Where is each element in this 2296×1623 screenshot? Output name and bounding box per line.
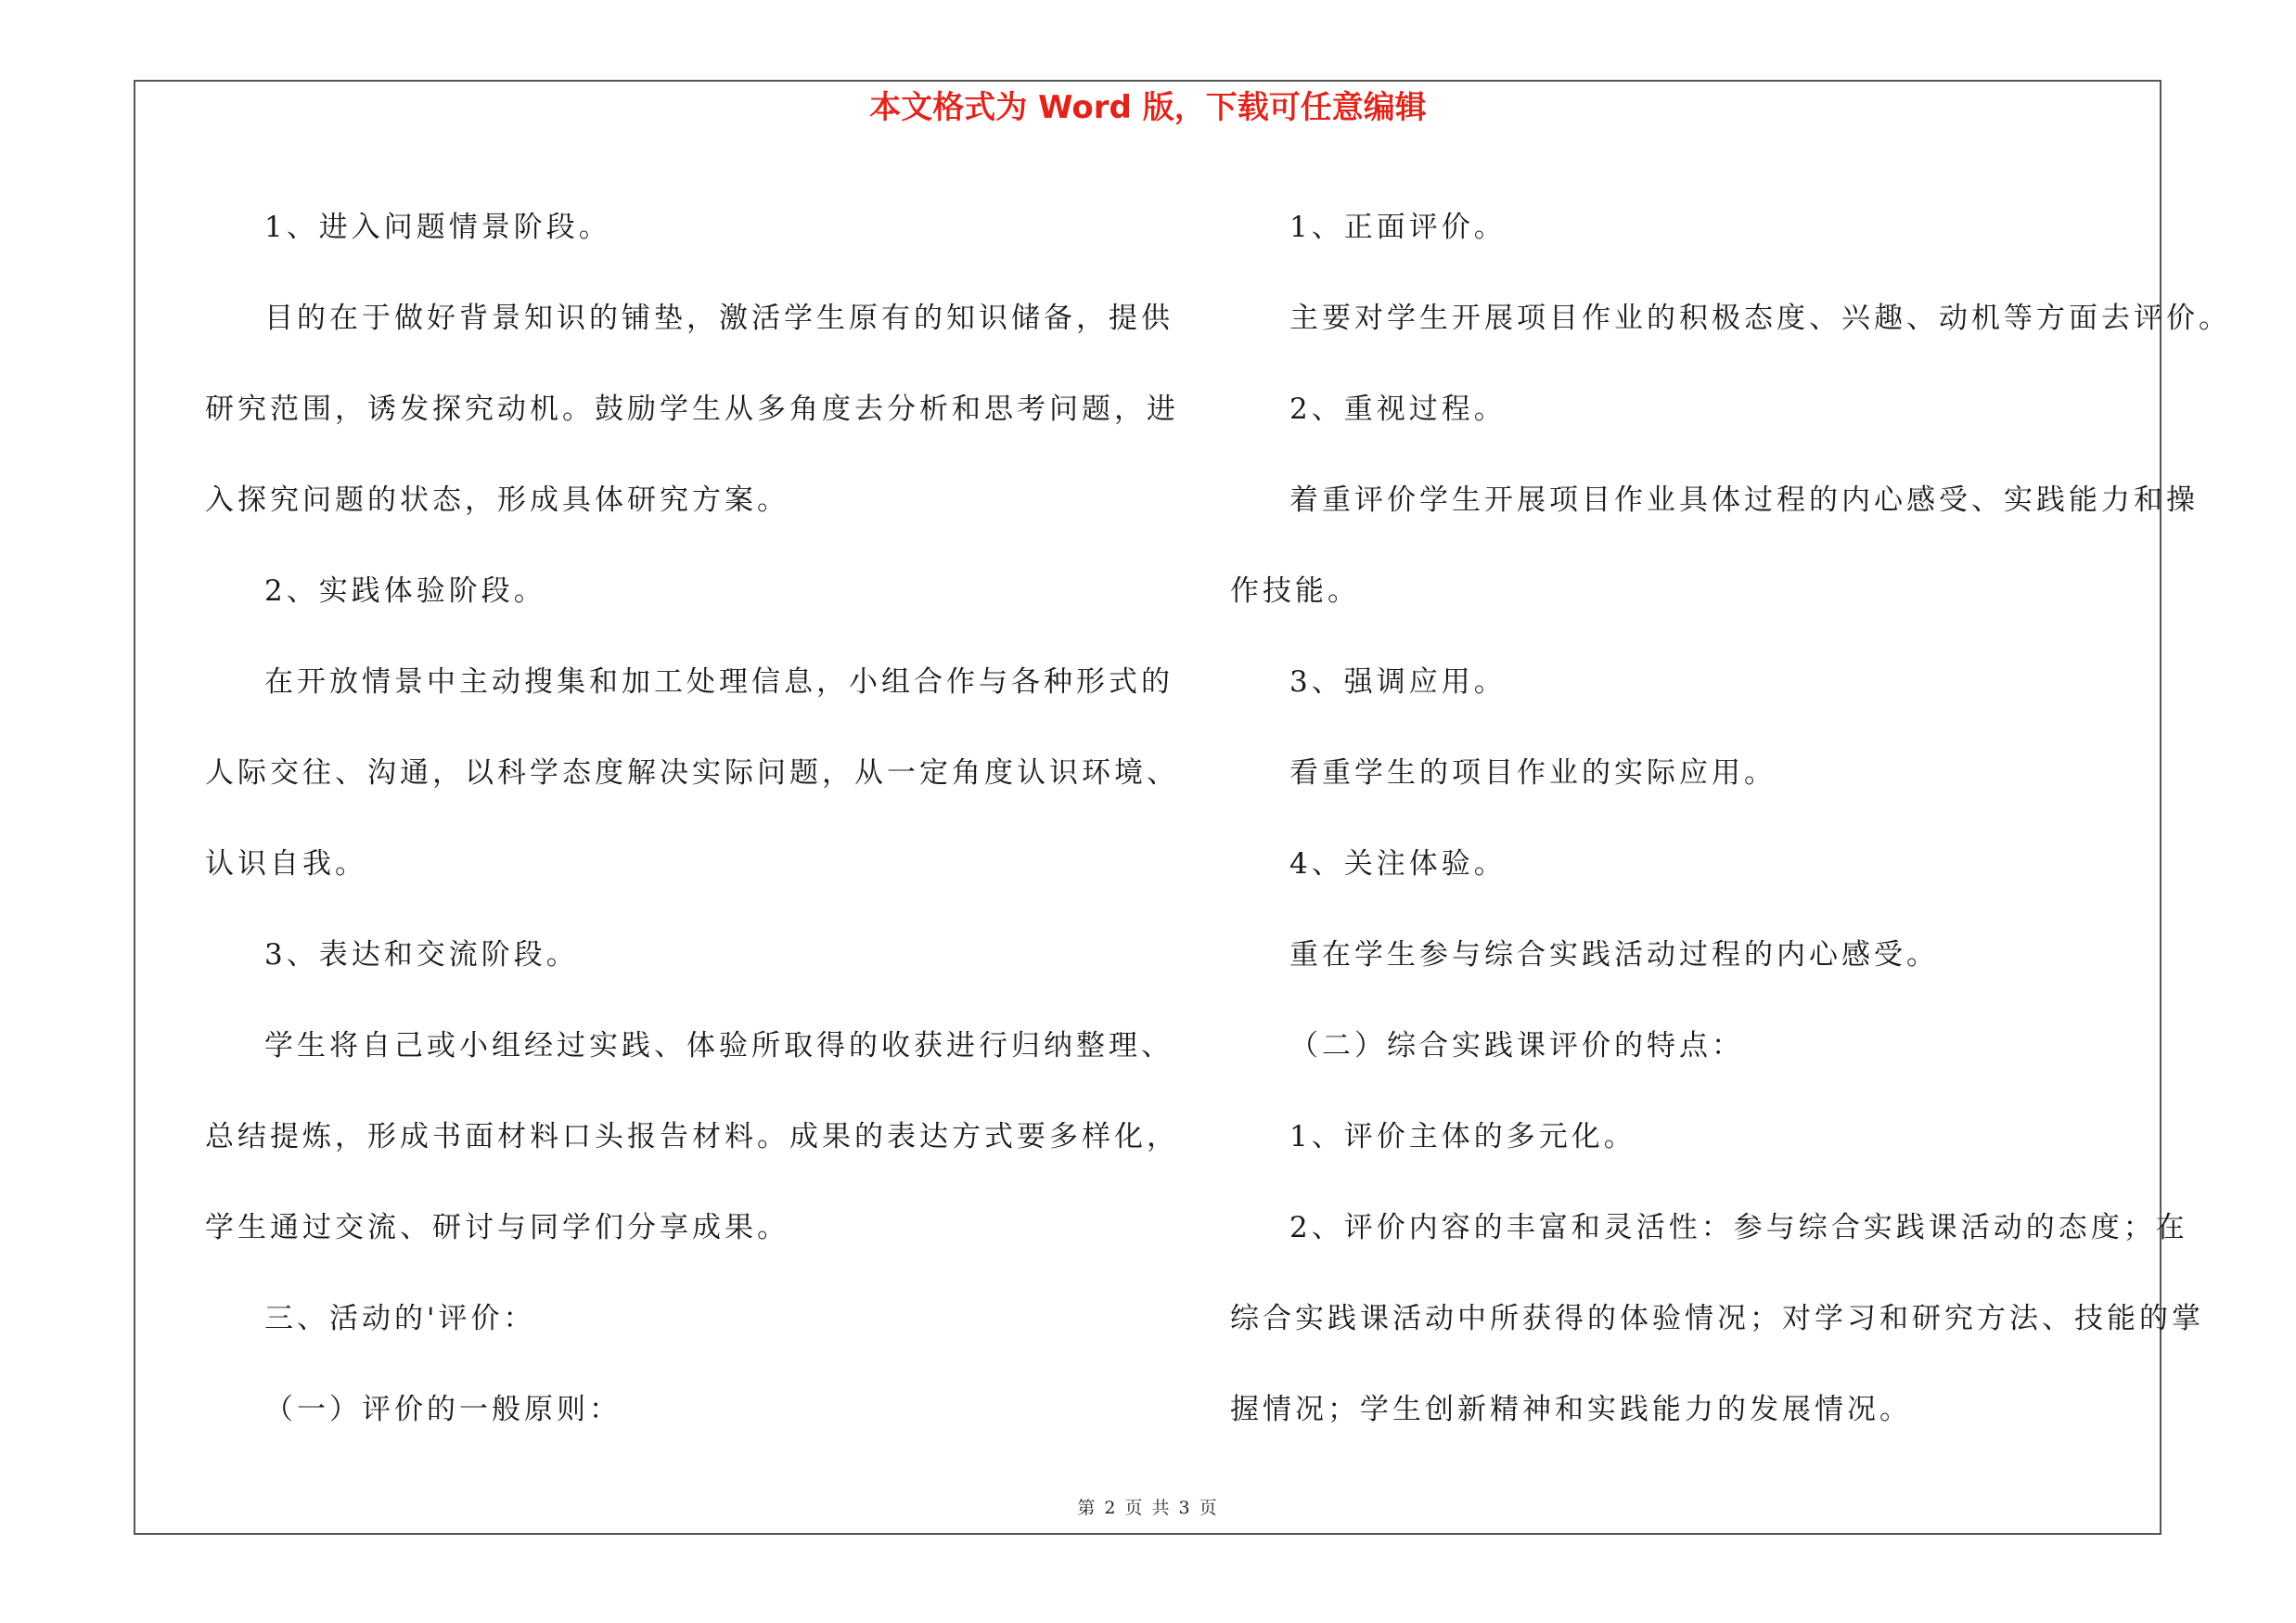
paragraph-line: 在开放情景中主动搜集和加工处理信息，小组合作与各种形式的 <box>264 665 1174 699</box>
page-number-footer: 第 2 页 共 3 页 <box>1077 1498 1219 1518</box>
paragraph-line: 学生通过交流、研讨与同学们分享成果。 <box>205 1211 789 1244</box>
paragraph-line: 主要对学生开展项目作业的积极态度、兴趣、动机等方面去评价。 <box>1289 302 2231 335</box>
section-heading: （二）综合实践课评价的特点： <box>1289 1029 1744 1063</box>
section-heading: 三、活动的'评价： <box>264 1302 536 1335</box>
right-text-column <box>1230 182 2231 1455</box>
paragraph-line: 2、评价内容的丰富和灵活性：参与综合实践课活动的态度；在 <box>1289 1211 2188 1244</box>
section-heading: 1、进入问题情景阶段。 <box>264 211 611 244</box>
paragraph-line: 研究范围，诱发探究动机。鼓励学生从多角度去分析和思考问题，进 <box>205 393 1179 426</box>
format-notice-banner: 本文格式为 Word 版，下载可任意编辑 <box>869 89 1427 126</box>
paragraph-line: 握情况；学生创新精神和实践能力的发展情况。 <box>1230 1393 1912 1426</box>
section-heading: 3、表达和交流阶段。 <box>264 938 579 972</box>
section-heading: 1、正面评价。 <box>1289 211 1507 244</box>
section-heading: （一）评价的一般原则： <box>264 1393 622 1426</box>
paragraph-line: 目的在于做好背景知识的铺垫，激活学生原有的知识储备，提供 <box>264 302 1174 335</box>
section-heading: 3、强调应用。 <box>1289 665 1507 699</box>
section-heading: 1、评价主体的多元化。 <box>1289 1120 1636 1153</box>
paragraph-line: 认识自我。 <box>205 847 367 881</box>
section-heading: 2、实践体验阶段。 <box>264 574 546 608</box>
paragraph-line: 入探究问题的状态，形成具体研究方案。 <box>205 483 789 517</box>
paragraph-line: 总结提炼，形成书面材料口头报告材料。成果的表达方式要多样化， <box>205 1120 1179 1153</box>
paragraph-line: 作技能。 <box>1230 574 1360 608</box>
section-heading: 4、关注体验。 <box>1289 847 1507 881</box>
left-text-column <box>205 182 1179 1455</box>
paragraph-line: 重在学生参与综合实践活动过程的内心感受。 <box>1289 938 1939 972</box>
paragraph-line: 人际交往、沟通，以科学态度解决实际问题，从一定角度认识环境、 <box>205 756 1179 790</box>
paragraph-line: 综合实践课活动中所获得的体验情况；对学习和研究方法、技能的掌 <box>1230 1302 2204 1335</box>
paragraph-line: 学生将自己或小组经过实践、体验所取得的收获进行归纳整理、 <box>264 1029 1174 1063</box>
section-heading: 2、重视过程。 <box>1289 393 1507 426</box>
paragraph-line: 着重评价学生开展项目作业具体过程的内心感受、实践能力和操 <box>1289 483 2199 517</box>
paragraph-line: 看重学生的项目作业的实际应用。 <box>1289 756 1777 790</box>
